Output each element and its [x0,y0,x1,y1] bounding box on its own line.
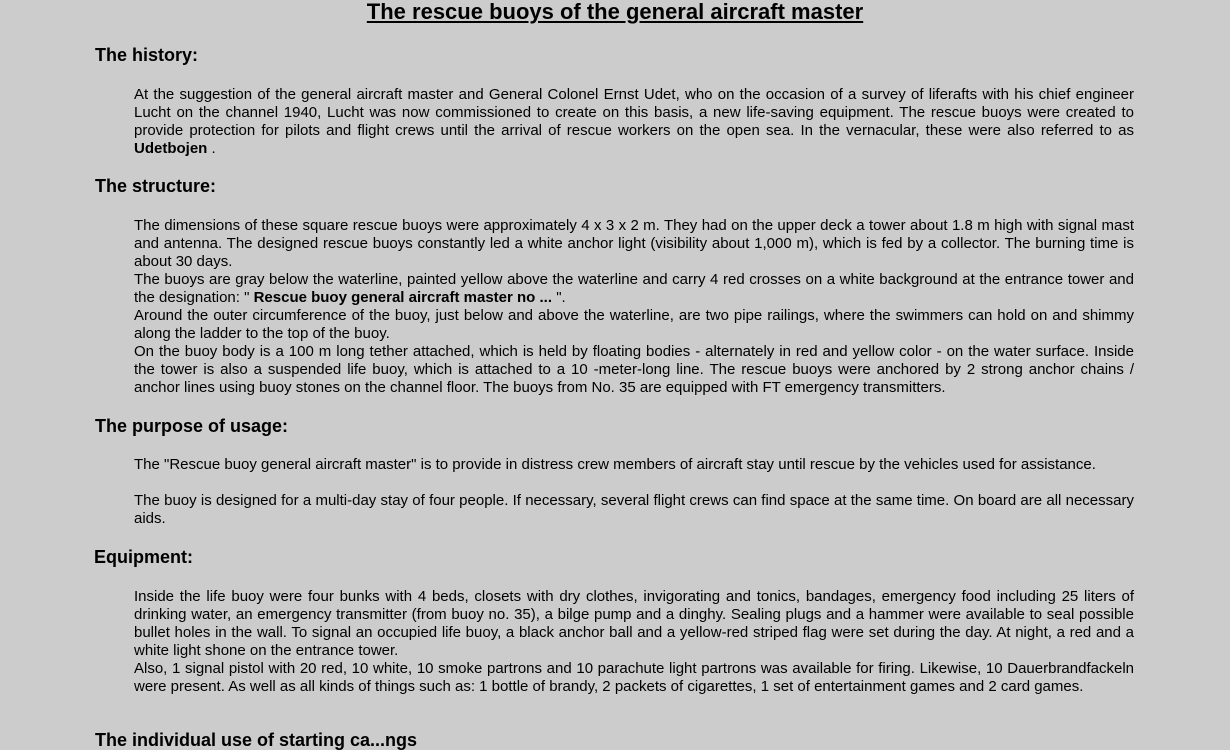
equipment-paragraph-1: Inside the life buoy were four bunks with 4 beds, closets with dry clothes, invigorating and tonics, bandages, emergency food including 25 liters of drinking water, an emergency transmitter (from buoy no. 35), a bilge pump and a dinghy. Sealing plugs and a hammer were available to seal possible bullet holes in the wall. To signal an occupied life buoy, a black anchor ball and a yellow-red striped flag were set during the day. At night, a red and a white light shone on the entrance tower. [134,588,1134,659]
structure-text-end: ". [552,289,566,306]
history-bold-term: Udetbojen [134,140,208,157]
history-text: At the suggestion of the general aircraft master and General Colonel Ernst Udet, who on the occasion of a survey of liferafts with his chief engineer Lucht on the channel 1940, Lucht was now commissioned to create on this basis, a new life-saving equipment. The rescue buoys were created to provide protection for pilots and flight crews until the arrival of rescue workers on the open sea. In the vernacular, these were also referred to as [134,86,1134,139]
section-heading-next: The individual use of starting ca...ngs [95,730,418,750]
equipment-paragraph-2: Also, 1 signal pistol with 20 red, 10 white, 10 smoke partrons and 10 parachute light partrons was available for firing. Likewise, 10 Dauerbrandfackeln were present. As well as all kinds of things such as: 1 bottle of brandy, 2 packets of cigarettes, 1 set of entertainment games and 2 card games. [134,660,1134,695]
structure-bold-designation: Rescue buoy general aircraft master no ... [253,289,553,306]
history-text-end: . [207,140,216,157]
structure-paragraph-1: The dimensions of these square rescue buoys were approximately 4 x 3 x 2 m. They had on the upper deck a tower about 1.8 m high with signal mast and antenna. The designed rescue buoys constantly led a white anchor light (visibility about 1,000 m), which is fed by a collector. The burning time is about 30 days. [134,217,1134,270]
history-paragraph [134,86,1134,158]
section-heading-history: The history: [95,45,199,65]
structure-paragraph-3: Around the outer circumference of the buoy, just below and above the waterline, are two pipe railings, where the swimmers can hold on and shimmy along the ladder to the top of the buoy. [134,307,1134,342]
structure-text: The buoys are gray below the waterline, painted yellow above the waterline and carry 4 red crosses on a white background at the entrance tower and the designation: " [134,271,1134,306]
purpose-paragraph-1: The "Rescue buoy general aircraft master" is to provide in distress crew members of aircraft stay until rescue by the vehicles used for assistance. [134,456,1096,473]
purpose-paragraph-2: The buoy is designed for a multi-day stay of four people. If necessary, several flight crews can find space at the same time. On board are all necessary aids. [134,492,1134,527]
page-title: The rescue buoys of the general aircraft master [366,0,864,24]
section-heading-purpose: The purpose of usage: [95,416,289,436]
structure-paragraph-4: On the buoy body is a 100 m long tether attached, which is held by floating bodies - alternately in red and yellow color - on the water surface. Inside the tower is also a suspended life buoy, which is attached to a 10 -meter-long line. The rescue buoys were anchored by 2 strong anchor chains / anchor lines using buoy stones on the channel floor. The buoys from No. 35 are equipped with FT emergency transmitters. [134,343,1134,396]
structure-paragraph-2 [134,271,1134,307]
section-heading-structure: The structure: [95,176,217,196]
section-heading-equipment: Equipment: [94,547,193,567]
